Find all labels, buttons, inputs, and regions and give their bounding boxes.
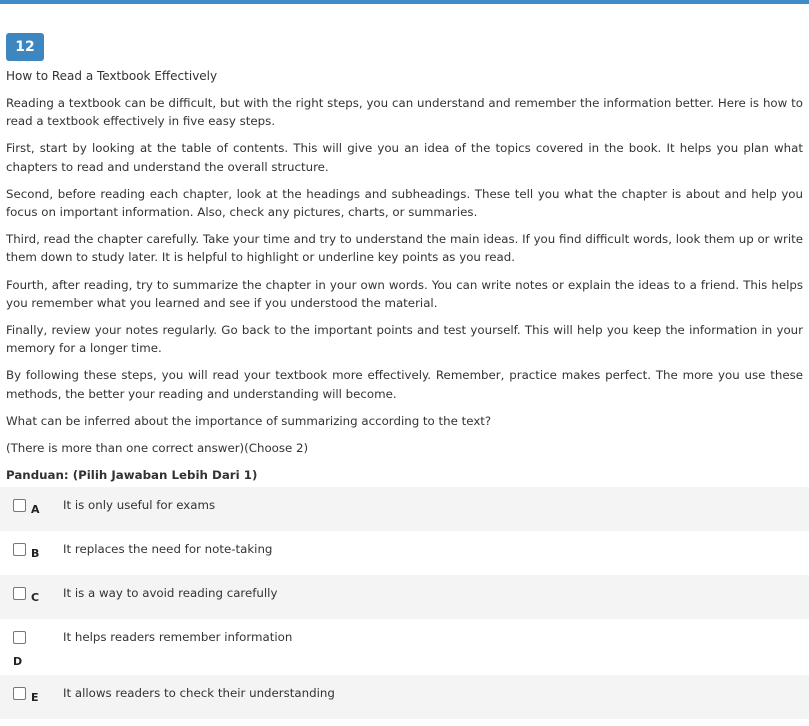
passage-title: How to Read a Textbook Effectively xyxy=(6,69,218,83)
option-c[interactable] xyxy=(0,575,809,619)
option-d[interactable] xyxy=(0,619,809,675)
option-a[interactable] xyxy=(0,487,809,531)
option-letter-c: C xyxy=(31,591,40,604)
passage-paragraph-1: Reading a textbook can be difficult, but with the right steps, you can understand and remember the information better. Here is how to read a textbook effectively in five easy steps. xyxy=(6,96,803,129)
question-number-badge: 12 xyxy=(6,33,44,61)
guide-text xyxy=(6,466,803,484)
option-text-d: It helps readers remember information xyxy=(63,630,293,644)
option-text-a: It is only useful for exams xyxy=(63,498,216,512)
top-accent-bar xyxy=(0,0,809,4)
passage-paragraph-4: Third, read the chapter carefully. Take your time and try to understand the main ideas. If you find difficult words, look them up or write them down to study later. It is helpful to highlight or underline key points as you read. xyxy=(6,232,803,265)
question-content xyxy=(6,67,803,484)
option-text-c: It is a way to avoid reading carefully xyxy=(63,586,278,600)
option-text-b: It replaces the need for note-taking xyxy=(63,542,273,556)
option-e[interactable] xyxy=(0,675,809,719)
passage-paragraph-3: Second, before reading each chapter, look at the headings and subheadings. These tell you what the chapter is about and help you focus on important information. Also, check any pictures, charts, or summaries. xyxy=(6,186,803,220)
checkbox-c[interactable] xyxy=(13,587,26,600)
passage-paragraph-2: First, start by looking at the table of contents. This will give you an idea of the topics covered in the book. It helps you plan what chapters to read and understand the overall structure. xyxy=(6,141,803,174)
checkbox-a[interactable] xyxy=(13,499,26,512)
option-letter-b: B xyxy=(31,547,40,560)
checkbox-e[interactable] xyxy=(13,687,26,700)
passage-paragraph-6: Finally, review your notes regularly. Go back to the important points and test yourself. This will help you keep the information in your memory for a longer time. xyxy=(6,323,803,356)
option-text-e: It allows readers to check their understanding xyxy=(63,686,335,700)
guide-detail: (Pilih Jawaban Lebih Dari 1) xyxy=(68,467,258,482)
answer-options xyxy=(0,487,809,719)
passage-paragraph-7: By following these steps, you will read your textbook more effectively. Remember, practice makes perfect. The more you use these methods, the better your reading and understanding will become. xyxy=(6,368,803,401)
checkbox-b[interactable] xyxy=(13,543,26,556)
guide-label: Panduan: xyxy=(6,467,69,482)
question-text: What can be inferred about the importance of summarizing according to the text? xyxy=(6,413,492,428)
option-letter-e: E xyxy=(31,691,39,704)
option-letter-d: D xyxy=(13,655,23,668)
passage-paragraph-5: Fourth, after reading, try to summarize the chapter in your own words. You can write notes or explain the ideas to a friend. This helps you remember what you learned and see if you understood the material. xyxy=(6,277,803,310)
checkbox-d[interactable] xyxy=(13,631,26,644)
option-b[interactable] xyxy=(0,531,809,575)
question-instruction: (There is more than one correct answer)(Choose 2) xyxy=(6,440,309,455)
option-letter-a: A xyxy=(31,503,40,516)
